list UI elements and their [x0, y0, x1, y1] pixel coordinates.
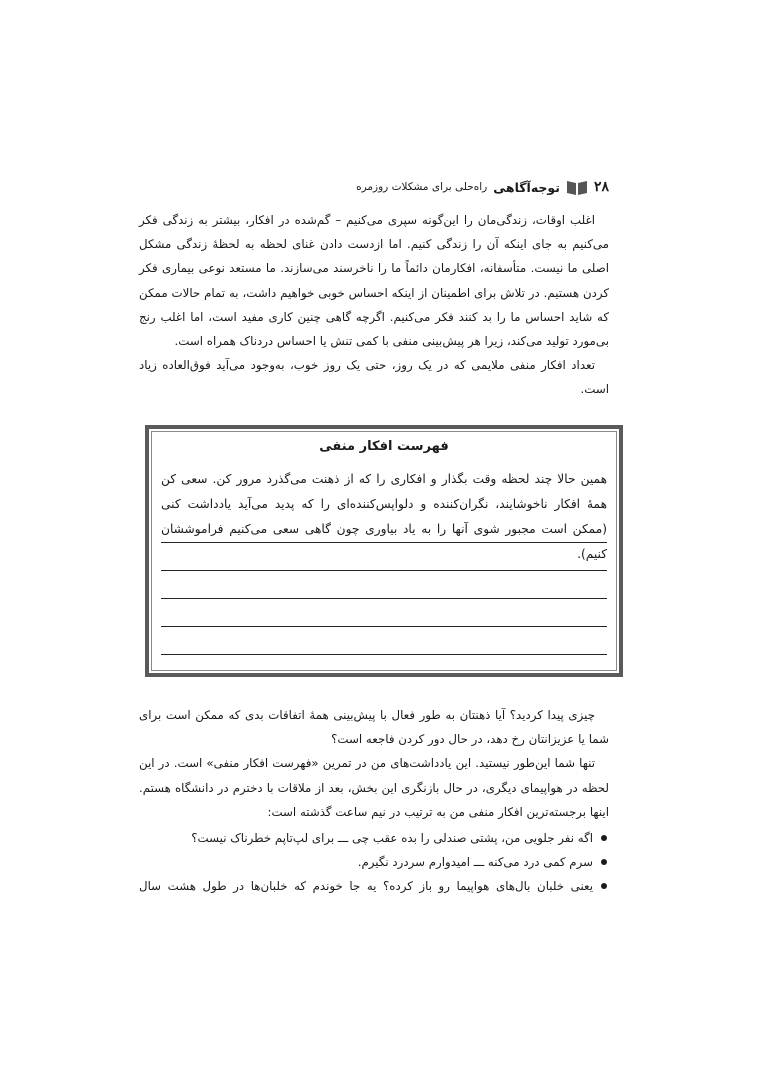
book-title: توجه‌آگاهی — [493, 179, 560, 195]
answer-line — [161, 626, 607, 627]
exercise-title: فهرست افکار منفی — [319, 439, 449, 454]
paragraph: تعداد افکار منفی ملایمی که در یک روز، حتی یک روز خوب، به‌وجود می‌آید فوق‌العاده زیاد است. — [139, 358, 609, 397]
answer-line — [161, 654, 607, 655]
negative-thoughts-list — [139, 826, 609, 898]
list-item — [139, 874, 609, 898]
paragraph: چیزی پیدا کردید؟ آیا ذهنتان به طور فعال با پیش‌بینی همهٔ اتفاقات بدی که ممکن است برای شما یا عزیزانتان رخ دهد، در حال دور کردن فاجعه است؟ — [139, 708, 609, 747]
book-icon — [566, 178, 588, 196]
list-item-text: سرم کمی درد می‌کنه ـــ امیدوارم سردرد نگیرم. — [357, 855, 593, 869]
exercise-box — [145, 425, 623, 677]
answer-line — [161, 598, 607, 599]
paragraph: اغلب اوقات، زندگی‌مان را این‌گونه سپری می‌کنیم – گم‌شده در افکار، بیشتر به زندگی فکر می‌کنیم به جای اینکه آن را زندگی کنیم. اما ازدست دادن غنای لحظه به لحظهٔ زندگی مشکل اصلی ما نیست. متأسفانه، افکارمان دائماً ما را ناخرسند می‌سازند. ما مستعد نوعی بیماری فکر کردن هستیم. در تلاش برای اطمینان از اینکه احساس خوبی خواهیم داشت، به تمام حالات ممکن که شاید احساس ما را بد کنند فکر می‌کنیم. اگرچه گاهی چنین کاری مفید است، اما اغلب رنج بی‌مورد تولید می‌کند، زیرا هر پیش‌بینی منفی با کمی تنش یا احساس دردناک همراه است. — [139, 213, 609, 349]
list-item — [139, 826, 609, 850]
list-item — [139, 850, 609, 874]
book-subtitle: راه‌حلی برای مشکلات روزمره — [356, 181, 488, 193]
running-header — [149, 176, 609, 198]
answer-line — [161, 542, 607, 543]
page-number: ۲۸ — [593, 179, 609, 195]
paragraph: تنها شما این‌طور نیستید. این یادداشت‌های من در تمرین «فهرست افکار منفی» است. در این لحظه در هواپیمای دیگری، در حال بازنگری این بخش، بعد از ملاقات با دخترم در دانشگاه هستم. اینها برجسته‌ترین افکار منفی من به ترتیب در نیم ساعت گذشته است: — [139, 756, 609, 819]
bullet-icon — [601, 859, 607, 865]
list-item-text: یعنی خلبان بال‌های هواپیما رو باز کرده؟ یه جا خوندم که خلبان‌ها در طول هشت سال — [139, 879, 593, 893]
list-item-text: اگه نفر جلویی من، پشتی صندلی را بده عقب چی ـــ برای لپ‌تاپم خطرناک نیست؟ — [191, 831, 593, 845]
bullet-icon — [601, 835, 607, 841]
answer-line — [161, 570, 607, 571]
bullet-icon — [601, 883, 607, 889]
followup-text — [139, 703, 609, 824]
intro-text — [139, 208, 609, 402]
exercise-instructions: همین حالا چند لحظه وقت بگذار و افکاری را که از ذهنت می‌گذرد مرور کن. سعی کن همهٔ افکار ناخوشایند، نگران‌کننده و دلواپس‌کننده‌ای را که پدید می‌آید یادداشت کنی (ممکن است مجبور شوی آنها را به یاد بیاوری چون گاهی سعی می‌کنیم فراموششان کنیم). — [161, 472, 607, 561]
